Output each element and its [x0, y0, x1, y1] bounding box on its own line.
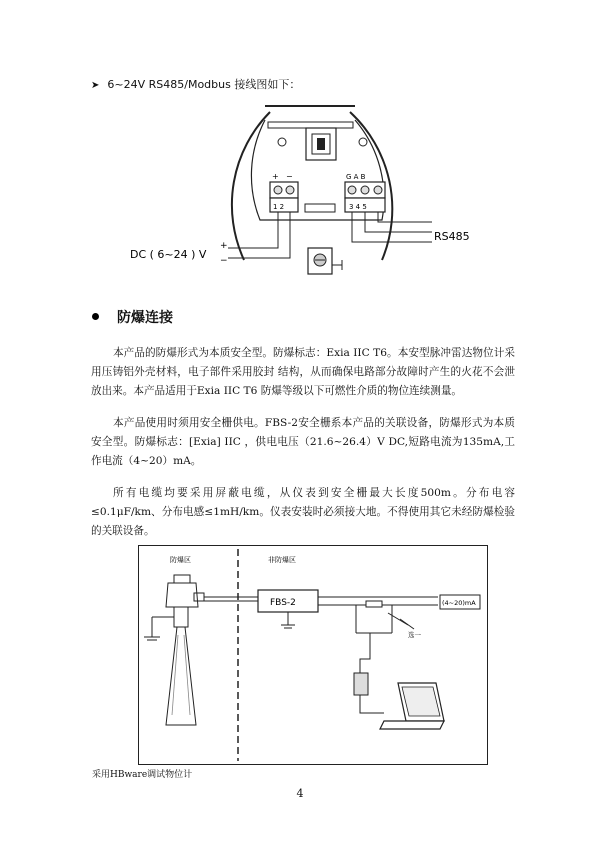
terminals-left-label: 1 2: [273, 203, 285, 211]
terminal-polarity-label-minus: −: [286, 172, 293, 181]
terminal-polarity-label: +: [272, 172, 279, 181]
dc-plus-label: +: [220, 241, 228, 251]
dc-voltage-label: DC ( 6~24 ) V: [130, 248, 207, 261]
installation-diagram: [138, 545, 488, 765]
paragraph-safety-barrier: 本产品使用时须用安全栅供电。FBS-2安全栅系本产品的关联设备，防爆形式为本质安全型。防爆标志：[Exia] IIC ，供电电压（21.6~26.4）V DC,短路电流为135mA,工作电流（4~20）mA。: [91, 417, 515, 467]
page-number: 4: [296, 787, 304, 800]
dc-minus-label: −: [220, 256, 228, 266]
wiring-heading: ➤ 6~24V RS485/Modbus 接线图如下：: [91, 78, 301, 91]
section-title: 防爆连接: [92, 307, 173, 327]
zone-left-label: 防爆区: [170, 556, 191, 564]
terminals-right-label: 3 4 5: [349, 203, 367, 211]
figure-caption: 采用HBware调试物位计: [92, 770, 193, 780]
arrow-bullet-icon: ➤: [91, 80, 100, 91]
rs485-label: RS485: [434, 230, 470, 243]
output-current-label: (4~20)mA: [442, 599, 476, 607]
paragraph-cable: 所有电缆均要采用屏蔽电缆，从仪表到安全栅最大长度500m。分布电容≤0.1μF/km、分布电感≤1mH/km。仪表安装时必须接大地。不得使用其它未经防爆检验的关联设备。: [91, 487, 515, 537]
zone-right-label: 非防爆区: [268, 556, 296, 564]
gab-label: G A B: [346, 173, 366, 181]
paragraph-explosion-type: 本产品的防爆形式为本质安全型。防爆标志：Exia IIC T6。本安型脉冲雷达物位计采用压铸铝外壳材料，电子部件采用胶封 结构，从而确保电路部分故障时产生的火花不会泄放出来。本产品适用于Exia IIC T6 防爆等级以下可燃性介质的物位连续测量。: [91, 347, 515, 397]
choose-one-label: 选一: [408, 631, 421, 639]
bullet-dot-icon: [92, 313, 99, 320]
barrier-label: FBS-2: [270, 598, 296, 608]
wiring-diagram: [120, 100, 500, 295]
